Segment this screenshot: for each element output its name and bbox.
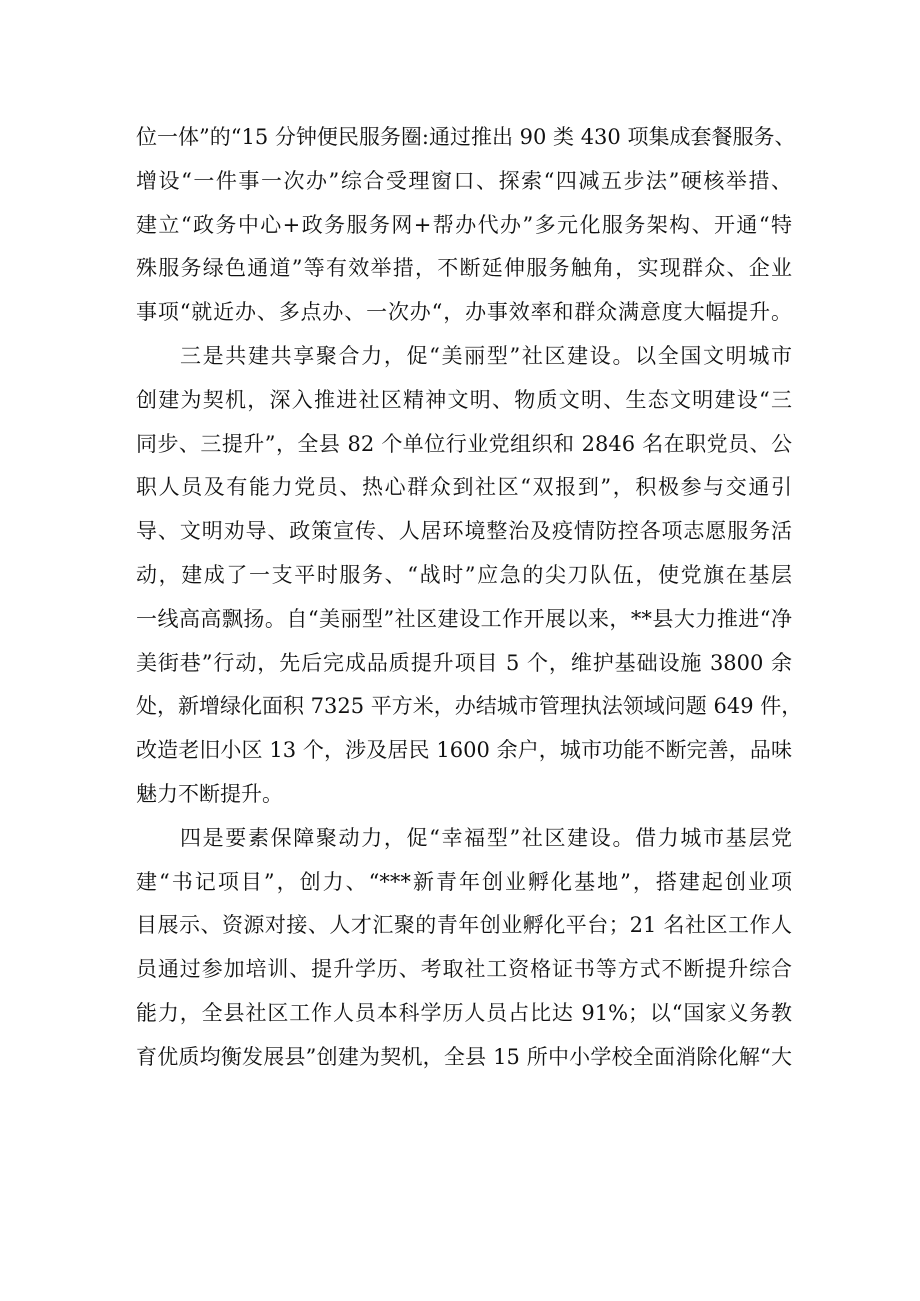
- text-line: 殊服务绿色通道”等有效举措，不断延伸服务触角，实现群众、企业: [136, 256, 792, 281]
- paragraph: [136, 116, 796, 335]
- text-line: 能力，全县社区工作人员本科学历人员占比达 91%；以“国家义务教: [136, 1000, 792, 1025]
- text-line: 事项“就近办、多点办、一次办“，办事效率和群众满意度大幅提升。: [136, 300, 792, 325]
- text-line: 增设“一件事一次办”综合受理窗口、探索“四减五步法”硬核举措、: [136, 168, 792, 193]
- text-line: 三是共建共享聚合力，促“美丽型”社区建设。以全国文明城市: [180, 343, 792, 368]
- text-line: 动，建成了一支平时服务、“战时”应急的尖刀队伍，使党旗在基层: [136, 562, 792, 587]
- paragraph: [136, 335, 803, 817]
- document-body: [136, 116, 803, 1080]
- text-line: 建“书记项目”，创力、“***新青年创业孵化基地”，搭建起创业项: [136, 869, 792, 894]
- text-line: 魅力不断提升。: [136, 781, 283, 806]
- text-line: 处，新增绿化面积 7325 平方米，办结城市管理执法领域问题 649 件，: [136, 694, 803, 719]
- text-line: 位一体”的“15 分钟便民服务圈:通过推出 90 类 430 项集成套餐服务、: [136, 125, 796, 149]
- paragraph: [136, 817, 792, 1080]
- text-line: 育优质均衡发展县”创建为契机，全县 15 所中小学校全面消除化解“大: [136, 1044, 792, 1069]
- text-line: 目展示、资源对接、人才汇聚的青年创业孵化平台；21 名社区工作人: [136, 913, 792, 938]
- text-line: 改造老旧小区 13 个，涉及居民 1600 余户，城市功能不断完善，品味: [136, 738, 792, 763]
- text-line: 创建为契机，深入推进社区精神文明、物质文明、生态文明建设“三: [136, 387, 792, 412]
- text-line: 员通过参加培训、提升学历、考取社工资格证书等方式不断提升综合: [136, 957, 792, 982]
- text-line: 美街巷”行动，先后完成品质提升项目 5 个，维护基础设施 3800 余: [136, 650, 792, 675]
- text-line: 导、文明劝导、政策宣传、人居环境整治及疫情防控各项志愿服务活: [136, 519, 792, 544]
- text-line: 建立“政务中心+政务服务网+帮办代办”多元化服务架构、开通“特: [136, 212, 792, 237]
- text-line: 同步、三提升”，全县 82 个单位行业党组织和 2846 名在职党员、公: [136, 431, 792, 456]
- text-line: 职人员及有能力党员、热心群众到社区“双报到”，积极参与交通引: [136, 475, 792, 500]
- text-line: 四是要素保障聚动力，促“幸福型”社区建设。借力城市基层党: [180, 825, 792, 850]
- text-line: 一线高高飘扬。自“美丽型”社区建设工作开展以来，**县大力推进“净: [136, 606, 792, 631]
